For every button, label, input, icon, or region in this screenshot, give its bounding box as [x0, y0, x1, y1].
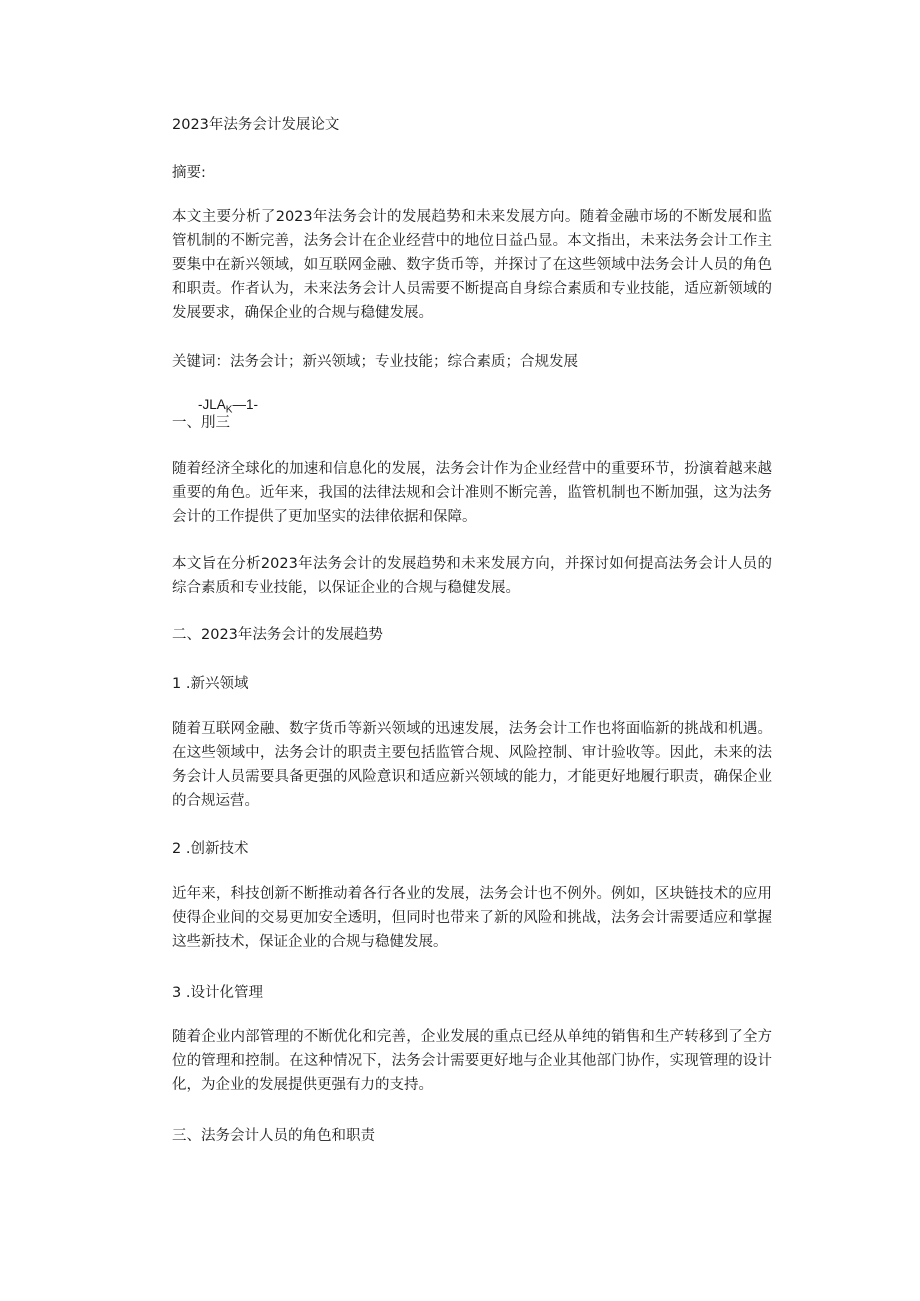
item-3-paragraph: 随着企业内部管理的不断优化和完善，企业发展的重点已经从单纯的销售和生产转移到了全方位的管理和控制。在这种情况下，法务会计需要更好地与企业其他部门协作，实现管理的设计化，为企业的发展提供更强有力的支持。	[172, 1029, 772, 1093]
item-3-title: 3 .设计化管理	[172, 985, 263, 1001]
section-2-title: 二、2023年法务会计的发展趋势	[172, 627, 383, 643]
item-2-title: 2 .创新技术	[172, 841, 249, 857]
item-2-paragraph: 近年来，科技创新不断推动着各行各业的发展，法务会计也不例外。例如，区块链技术的应用使得企业间的交易更加安全透明，但同时也带来了新的风险和挑战，法务会计需要适应和掌握这些新技术，保证企业的合规与稳健发展。	[172, 886, 772, 950]
item-1-paragraph: 随着互联网金融、数字货币等新兴领域的迅速发展，法务会计工作也将面临新的挑战和机遇。在这些领域中，法务会计的职责主要包括监管合规、风险控制、审计验收等。因此，未来的法务会计人员需要具备更强的风险意识和适应新兴领域的能力，才能更好地履行职责，确保企业的合规运营。	[172, 721, 772, 809]
section-1-paragraph-1: 随着经济全球化的加速和信息化的发展，法务会计作为企业经营中的重要环节，扮演着越来越重要的角色。近年来，我国的法律法规和会计准则不断完善，监管机制也不断加强，这为法务会计的工作提供了更加坚实的法律依据和保障。	[172, 461, 772, 525]
garbled-heading-mark: $-JLA_K—1-$	[198, 397, 258, 416]
item-1-title: 1 .新兴领域	[172, 676, 249, 692]
abstract-label: 摘要:	[172, 165, 206, 181]
abstract-paragraph: 本文主要分析了2023年法务会计的发展趋势和未来发展方向。随着金融市场的不断发展和监管机制的不断完善，法务会计在企业经营中的地位日益凸显。本文指出，未来法务会计工作主要集中在新兴领域，如互联网金融、数字货币等，并探讨了在这些领域中法务会计人员的角色和职责。作者认为，未来法务会计人员需要不断提高自身综合素质和专业技能，适应新领域的发展要求，确保企业的合规与稳健发展。	[172, 209, 772, 321]
section-1-title: 一、刖三	[172, 415, 230, 431]
section-3-title: 三、法务会计人员的角色和职责	[172, 1128, 375, 1144]
document-title: 2023年法务会计发展论文	[172, 117, 340, 133]
keywords-line: 关键词：法务会计；新兴领域；专业技能；综合素质；合规发展	[172, 354, 578, 370]
section-1-paragraph-2: 本文旨在分析2023年法务会计的发展趋势和未来发展方向，并探讨如何提高法务会计人员的综合素质和专业技能，以保证企业的合规与稳健发展。	[172, 556, 772, 596]
